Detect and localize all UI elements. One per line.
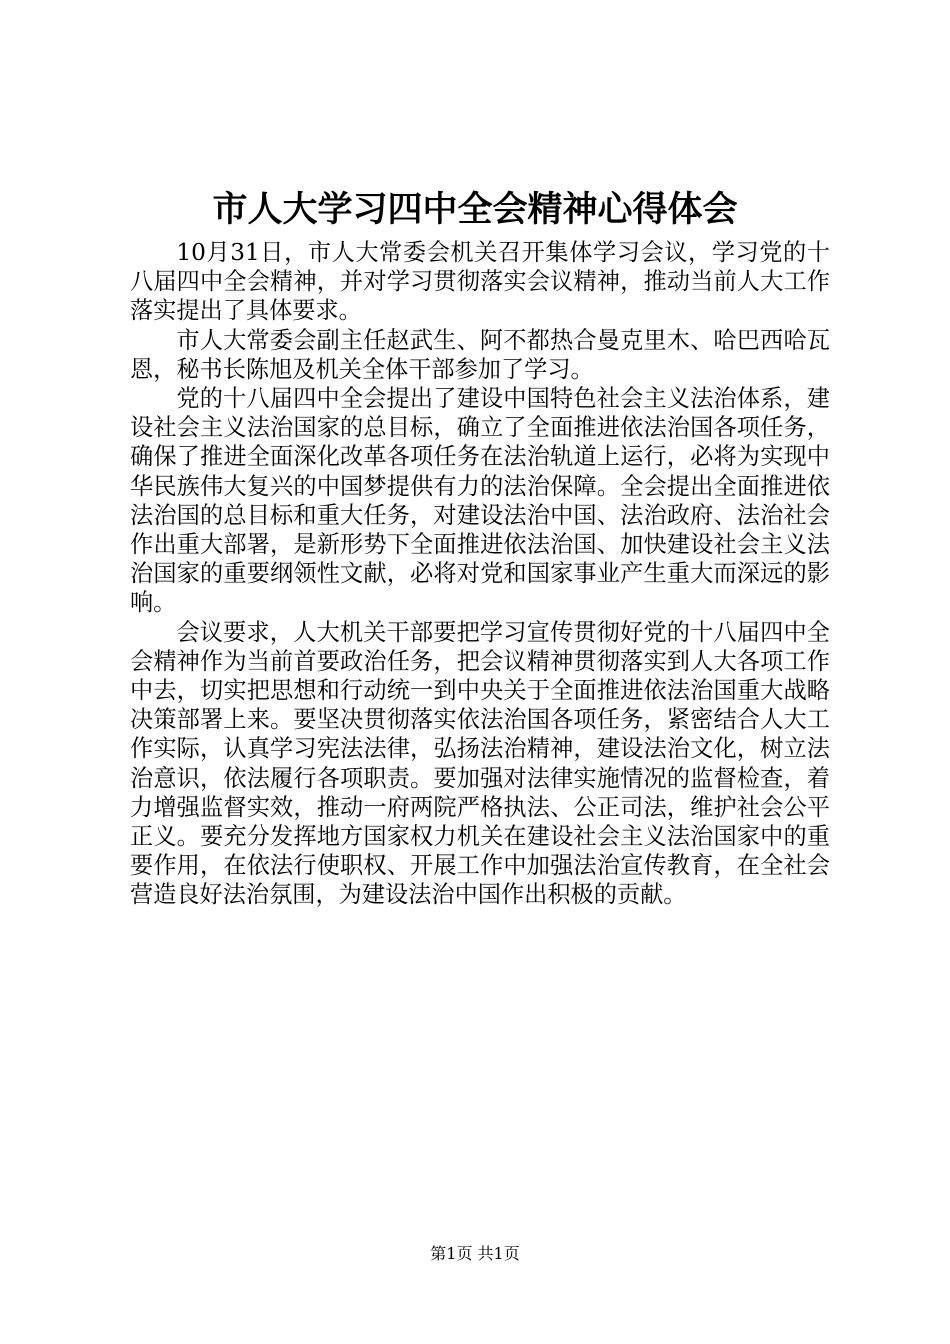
page-footer: 第1页 共1页: [430, 1244, 520, 1263]
document-body: [130, 238, 830, 910]
paragraph-meeting-requirements: 会议要求，人大机关干部要把学习宣传贯彻好党的十八届四中全会精神作为当前首要政治任务，把会议精神贯彻落实到人大各项工作中去，切实把思想和行动统一到中央关于全面推进依法治国重大战略决策部署上来。要坚决贯彻落实依法治国各项任务，紧密结合人大工作实际，认真学习宪法法律，弘扬法治精神，建设法治文化，树立法治意识，依法履行各项职责。要加强对法律实施情况的监督检查，着力增强监督实效，推动一府两院严格执法、公正司法，维护社会公平正义。要充分发挥地方国家权力机关在建设社会主义法治国家中的重要作用，在依法行使职权、开展工作中加强法治宣传教育，在全社会营造良好法治氛围，为建设法治中国作出积极的贡献。: [130, 618, 830, 909]
page-title: 市人大学习四中全会精神心得体会: [212, 189, 738, 230]
paragraph-meeting-intro: 10月31日，市人大常委会机关召开集体学习会议，学习党的十八届四中全会精神，并对学习贯彻落实会议精神，推动当前人大工作落实提出了具体要求。: [130, 239, 830, 325]
paragraph-attendees: 市人大常委会副主任赵武生、阿不都热合曼克里木、哈巴西哈瓦恩，秘书长陈旭及机关全体干部参加了学习。: [130, 326, 830, 383]
paragraph-plenum-significance: 党的十八届四中全会提出了建设中国特色社会主义法治体系，建设社会主义法治国家的总目标，确立了全面推进依法治国各项任务，确保了推进全面深化改革各项任务在法治轨道上运行，必将为实现中华民族伟大复兴的中国梦提供有力的法治保障。全会提出全面推进依法治国的总目标和重大任务，对建设法治中国、法治政府、法治社会作出重大部署，是新形势下全面推进依法治国、加快建设社会主义法治国家的重要纲领性文献，必将对党和国家事业产生重大而深远的影响。: [130, 385, 830, 617]
